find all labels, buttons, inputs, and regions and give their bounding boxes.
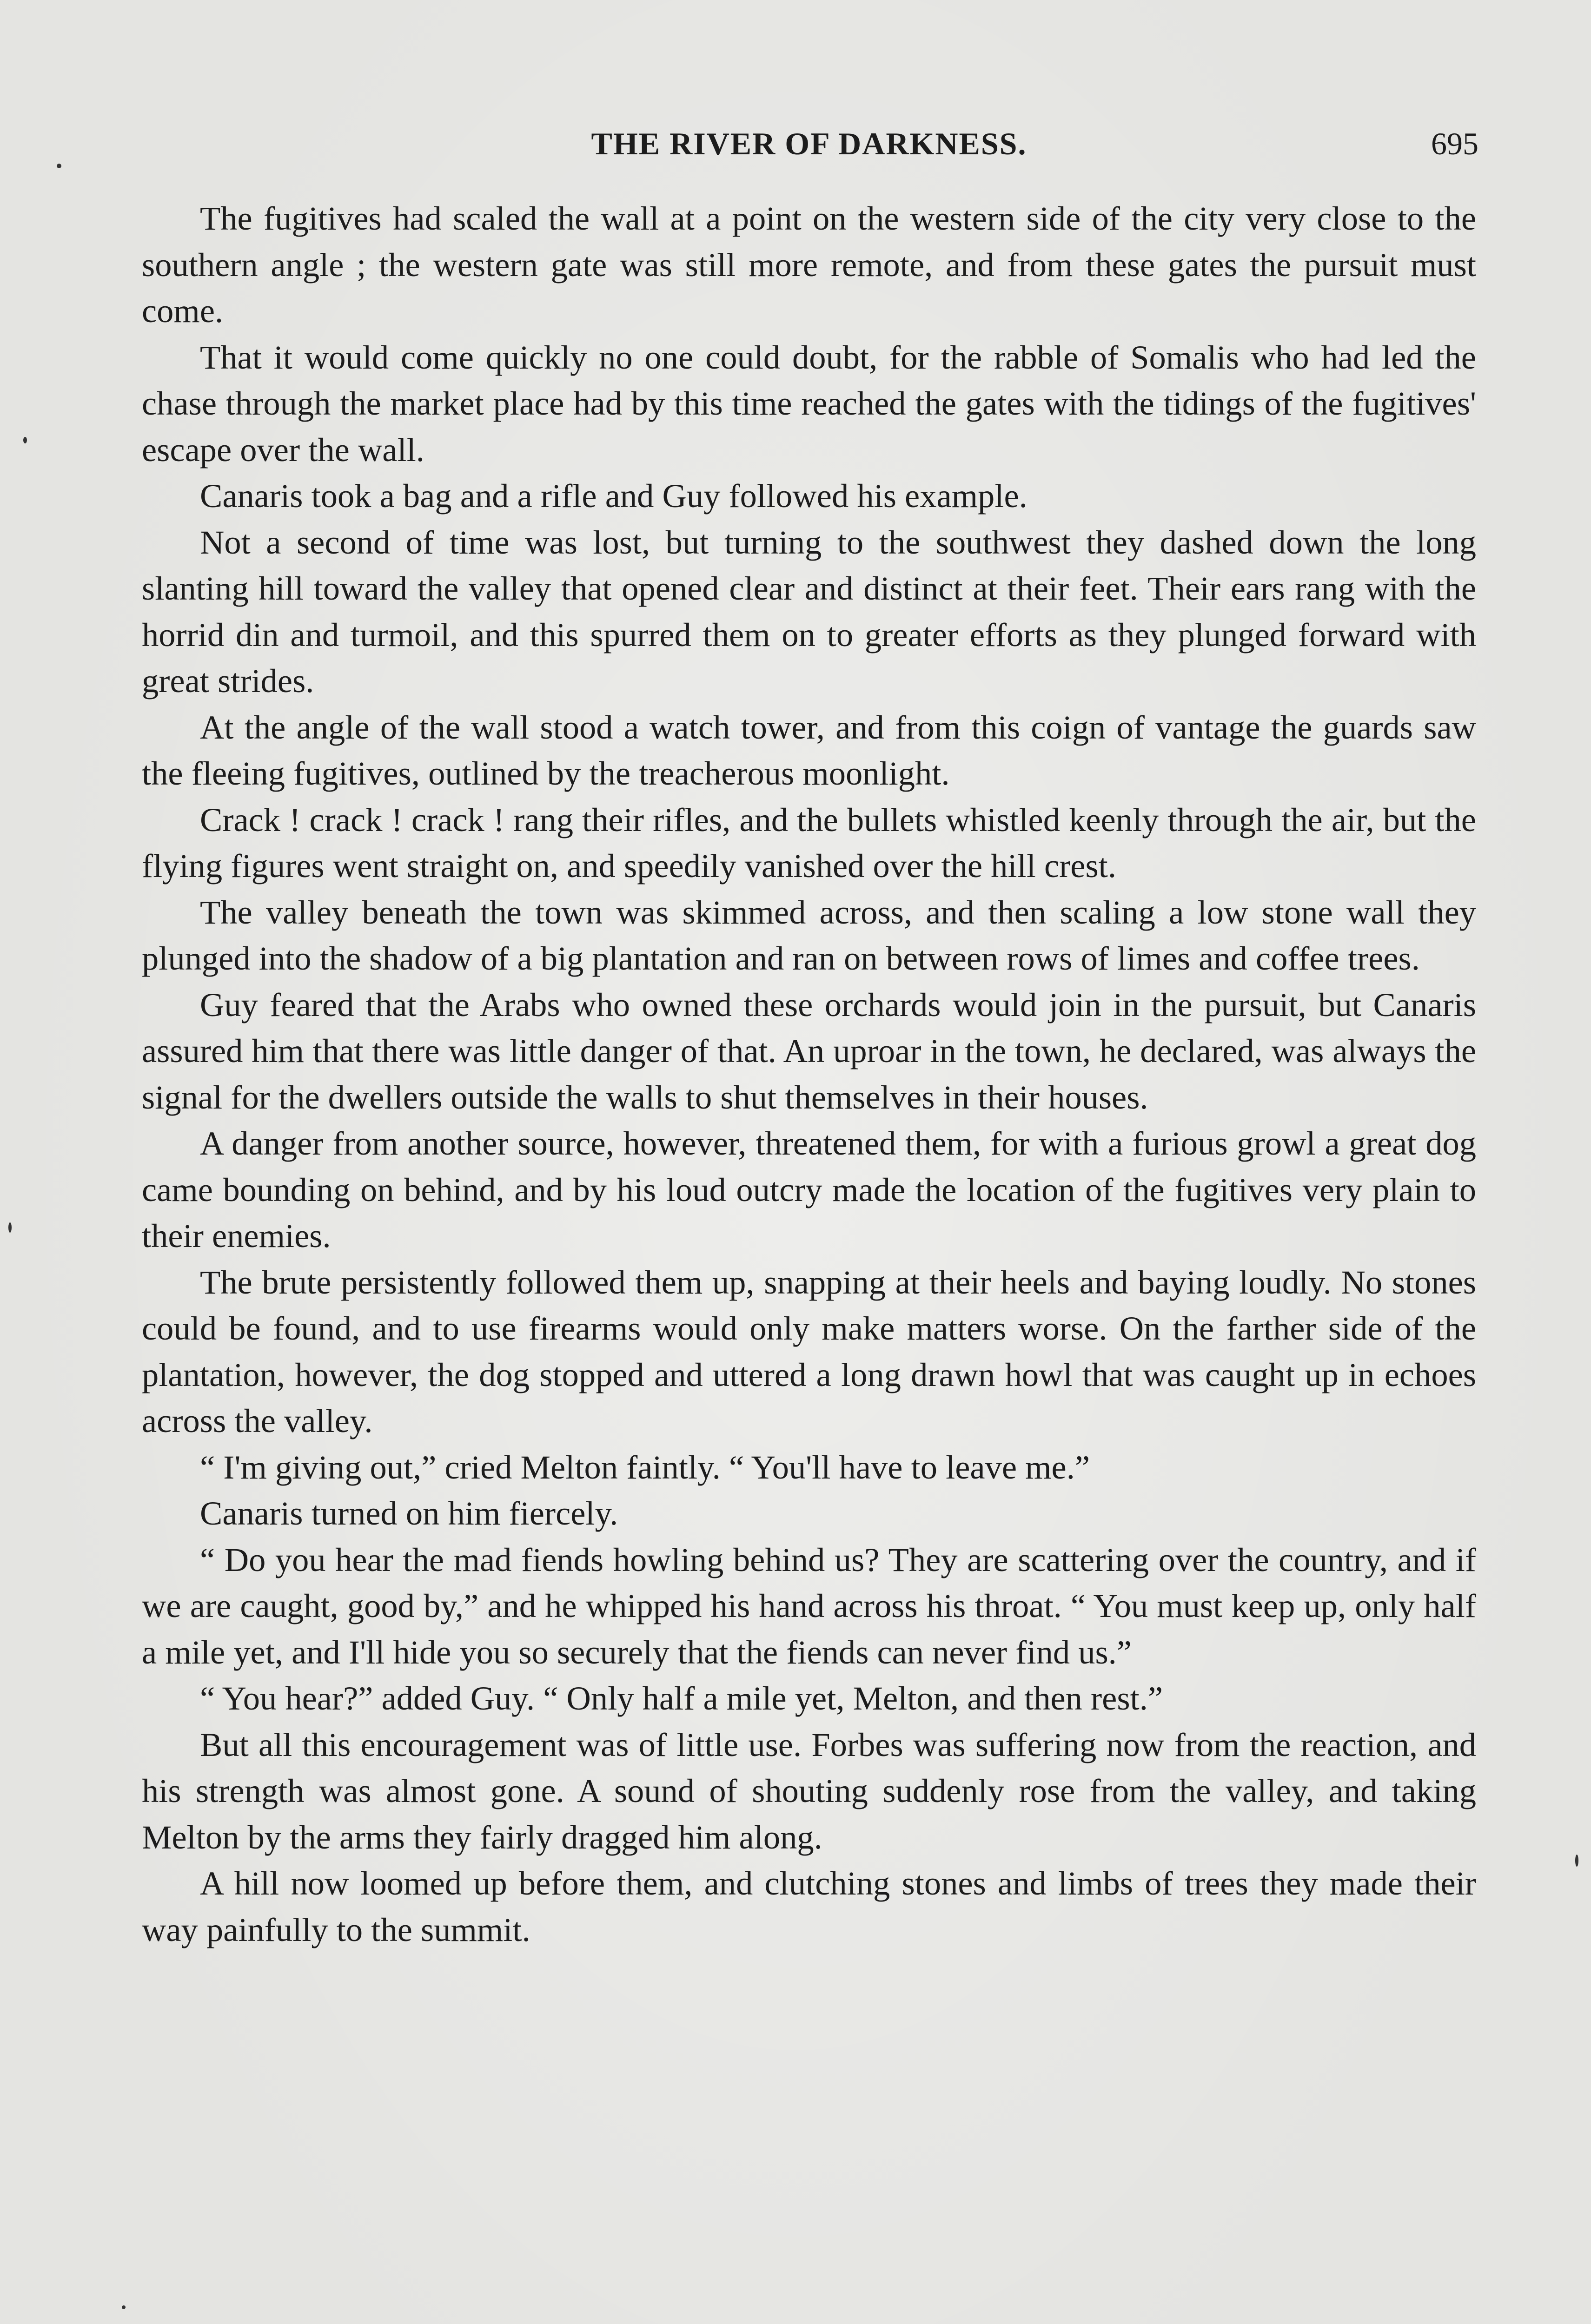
paragraph: That it would come quickly no one could doubt, for the rabble of Somalis who had led the chase through the market place had by this time reached the gates with the tidings of the fugitives' escape over the wall. [142,338,1476,469]
paragraph: “ You hear?” added Guy. “ Only half a mile yet, Melton, and then rest.” [200,1679,1163,1717]
paragraph: “ I'm giving out,” cried Melton faintly. “ You'll have to leave me.” [200,1448,1090,1486]
paragraph: A danger from another source, however, threatened them, for with a furious growl a great dog came bounding on behind, and by his loud outcry made the location of the fugitives very plain to their enemies. [142,1124,1476,1254]
paragraph: A hill now loomed up before them, and clutching stones and limbs of trees they made their way painfully to the summit. [142,1864,1476,1948]
body-text [142,195,1476,1953]
paragraph: Guy feared that the Arabs who owned these orchards would join in the pursuit, but Canaris assured him that there was little danger of that. An uproar in the town, he declared, was always the signal for the dwellers outside the walls to shut themselves in their houses. [142,985,1476,1116]
paragraph: The valley beneath the town was skimmed across, and then scaling a low stone wall they plunged into the shadow of a big plantation and ran on between rows of limes and coffee trees. [142,893,1476,977]
paragraph: But all this encouragement was of little use. Forbes was suffering now from the reaction, and his strength was almost gone. A sound of shouting suddenly rose from the valley, and taking Melton by the arms they fairly dragged him along. [142,1725,1476,1856]
print-speck [57,164,61,168]
page-header [139,125,1478,177]
print-speck [23,437,27,443]
running-title: THE RIVER OF DARKNESS. [591,126,1027,161]
print-speck [1575,1855,1578,1867]
print-speck [8,1222,12,1233]
paragraph: Crack ! crack ! crack ! rang their rifles, and the bullets whistled keenly through the air, but the flying figures went straight on, and speedily vanished over the hill crest. [142,800,1476,885]
paragraph: “ Do you hear the mad fiends howling behind us? They are scattering over the country, and if we are caught, good by,” and he whipped his hand across his throat. “ You must keep up, only half a mile yet, and I'll hide you so securely that the fiends can never find us.” [142,1540,1476,1671]
paragraph: The brute persistently followed them up, snapping at their heels and baying loudly. No stones could be found, and to use firearms would only make matters worse. On the farther side of the plantation, however, the dog stopped and uttered a long drawn howl that was caught up in echoes across the valley. [142,1263,1476,1439]
print-speck [122,2305,126,2309]
paragraph: Not a second of time was lost, but turning to the southwest they dashed down the long slanting hill toward the valley that opened clear and distinct at their feet. Their ears rang with the horrid din and turmoil, and this spurred them on to greater efforts as they plunged forward with great strides. [142,523,1476,700]
paragraph: Canaris took a bag and a rifle and Guy followed his example. [200,477,1028,515]
paragraph: Canaris turned on him fiercely. [200,1494,618,1532]
page-number: 695 [1431,126,1478,161]
paragraph: At the angle of the wall stood a watch tower, and from this coign of vantage the guards saw the fleeing fugitives, outlined by the treacherous moonlight. [142,708,1476,792]
paragraph: The fugitives had scaled the wall at a point on the western side of the city very close to the southern angle ; the western gate was still more remote, and from these gates the pursuit must come. [142,199,1476,330]
